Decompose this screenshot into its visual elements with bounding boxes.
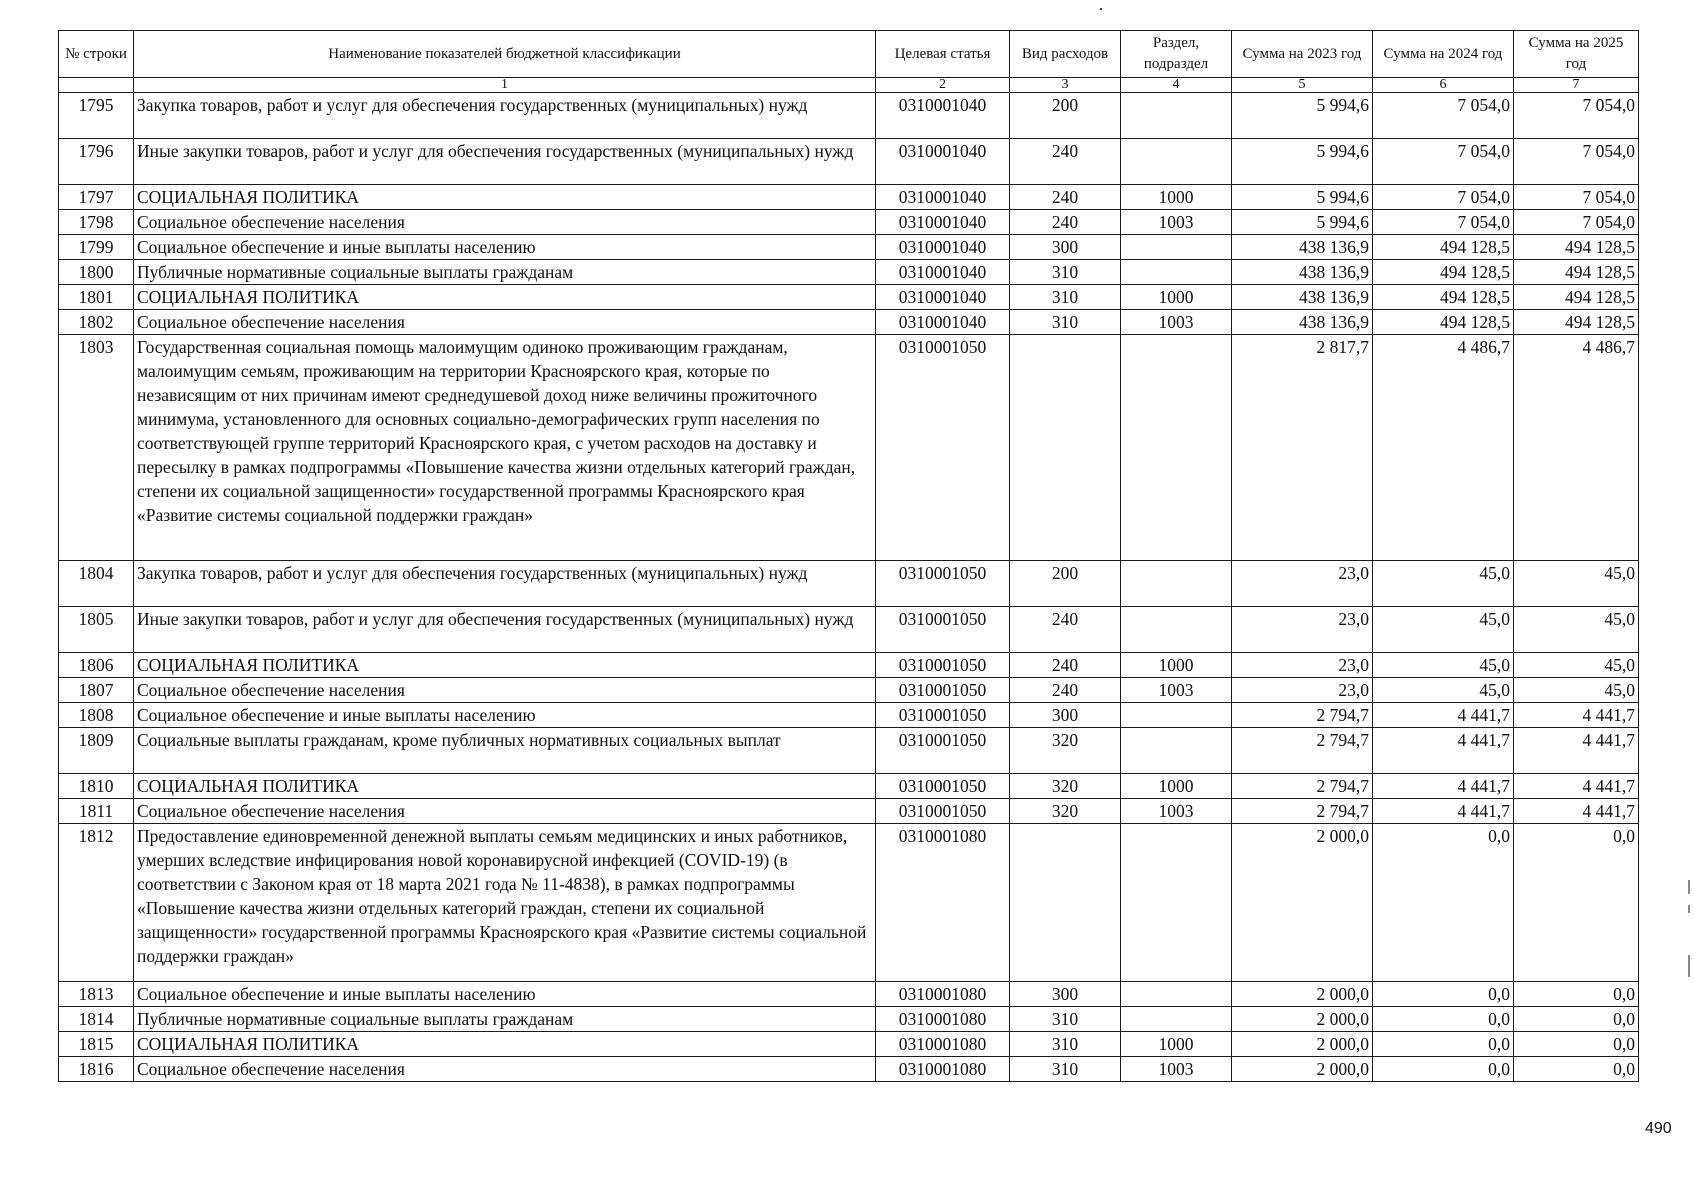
expense-type: 300 — [1010, 235, 1121, 260]
table-row — [59, 678, 1639, 703]
amount-2023: 438 136,9 — [1232, 260, 1373, 285]
row-number: 1803 — [59, 335, 134, 561]
indicator-name: Социальное обеспечение населения — [134, 678, 876, 703]
target-article: 0310001040 — [876, 93, 1010, 139]
table-row — [59, 774, 1639, 799]
amount-2025: 7 054,0 — [1514, 210, 1639, 235]
table-row — [59, 799, 1639, 824]
amount-2025: 494 128,5 — [1514, 260, 1639, 285]
table-row — [59, 210, 1639, 235]
amount-2023: 2 000,0 — [1232, 1057, 1373, 1082]
expense-type: 200 — [1010, 561, 1121, 607]
section-subsection — [1121, 607, 1232, 653]
target-article: 0310001080 — [876, 1007, 1010, 1032]
expense-type: 310 — [1010, 310, 1121, 335]
target-article: 0310001050 — [876, 728, 1010, 774]
amount-2025: 4 441,7 — [1514, 774, 1639, 799]
amount-2024: 4 441,7 — [1373, 728, 1514, 774]
indicator-name: Публичные нормативные социальные выплаты гражданам — [134, 260, 876, 285]
scan-speck — [1100, 8, 1102, 10]
indicator-name: Социальное обеспечение населения — [134, 310, 876, 335]
section-subsection: 1003 — [1121, 310, 1232, 335]
header-section: Раздел, подраздел — [1121, 31, 1232, 78]
indicator-name: Закупка товаров, работ и услуг для обеспечения государственных (муниципальных) нужд — [134, 561, 876, 607]
row-number: 1806 — [59, 653, 134, 678]
section-subsection — [1121, 561, 1232, 607]
page-number: 490 — [1645, 1120, 1672, 1137]
amount-2024: 7 054,0 — [1373, 185, 1514, 210]
indicator-name: Социальное обеспечение населения — [134, 1057, 876, 1082]
indicator-name: Социальные выплаты гражданам, кроме публичных нормативных социальных выплат — [134, 728, 876, 774]
amount-2023: 438 136,9 — [1232, 235, 1373, 260]
amount-2023: 23,0 — [1232, 607, 1373, 653]
amount-2025: 494 128,5 — [1514, 235, 1639, 260]
table-row — [59, 285, 1639, 310]
column-number: 2 — [876, 78, 1010, 93]
indicator-name: СОЦИАЛЬНАЯ ПОЛИТИКА — [134, 1032, 876, 1057]
indicator-name: Социальное обеспечение и иные выплаты населению — [134, 703, 876, 728]
column-number: 4 — [1121, 78, 1232, 93]
section-subsection — [1121, 93, 1232, 139]
expense-type: 240 — [1010, 653, 1121, 678]
amount-2024: 4 441,7 — [1373, 703, 1514, 728]
table-row — [59, 1057, 1639, 1082]
amount-2025: 45,0 — [1514, 653, 1639, 678]
section-subsection — [1121, 260, 1232, 285]
section-subsection — [1121, 139, 1232, 185]
table-row — [59, 139, 1639, 185]
indicator-name: СОЦИАЛЬНАЯ ПОЛИТИКА — [134, 653, 876, 678]
expense-type: 310 — [1010, 1057, 1121, 1082]
indicator-name: СОЦИАЛЬНАЯ ПОЛИТИКА — [134, 285, 876, 310]
amount-2025: 45,0 — [1514, 678, 1639, 703]
target-article: 0310001050 — [876, 774, 1010, 799]
expense-type: 200 — [1010, 93, 1121, 139]
amount-2023: 438 136,9 — [1232, 310, 1373, 335]
amount-2025: 4 441,7 — [1514, 799, 1639, 824]
amount-2025: 7 054,0 — [1514, 185, 1639, 210]
amount-2024: 7 054,0 — [1373, 93, 1514, 139]
target-article: 0310001040 — [876, 285, 1010, 310]
amount-2023: 438 136,9 — [1232, 285, 1373, 310]
indicator-name: Предоставление единовременной денежной выплаты семьям медицинских и иных работников, умерших вследствие инфицирования новой коронавирусной инфекцией (COVID-19) (в соответствии с Законом края от 18 марта 2021 года № 11-4838), в рамках подпрограммы «Повышение качества жизни отдельных категорий граждан, степени их социальной защищенности» государственной программы Красноярского края «Развитие системы социальной поддержки граждан» — [134, 824, 876, 982]
target-article: 0310001050 — [876, 799, 1010, 824]
amount-2023: 2 000,0 — [1232, 982, 1373, 1007]
target-article: 0310001040 — [876, 310, 1010, 335]
row-number: 1813 — [59, 982, 134, 1007]
amount-2023: 5 994,6 — [1232, 139, 1373, 185]
amount-2023: 23,0 — [1232, 678, 1373, 703]
row-number: 1799 — [59, 235, 134, 260]
table-body — [59, 93, 1639, 1082]
column-number: 3 — [1010, 78, 1121, 93]
expense-type: 310 — [1010, 285, 1121, 310]
expense-type — [1010, 335, 1121, 561]
row-number: 1808 — [59, 703, 134, 728]
expense-type: 300 — [1010, 703, 1121, 728]
table-row — [59, 982, 1639, 1007]
indicator-name: Социальное обеспечение населения — [134, 210, 876, 235]
target-article: 0310001050 — [876, 653, 1010, 678]
table-row — [59, 93, 1639, 139]
table-row — [59, 1032, 1639, 1057]
amount-2025: 45,0 — [1514, 561, 1639, 607]
section-subsection: 1000 — [1121, 285, 1232, 310]
column-number: 5 — [1232, 78, 1373, 93]
row-number: 1807 — [59, 678, 134, 703]
table-row — [59, 335, 1639, 561]
section-subsection: 1000 — [1121, 185, 1232, 210]
table-row — [59, 310, 1639, 335]
table-row — [59, 824, 1639, 982]
amount-2023: 5 994,6 — [1232, 93, 1373, 139]
column-number — [59, 78, 134, 93]
indicator-name: Социальное обеспечение населения — [134, 799, 876, 824]
table-row — [59, 561, 1639, 607]
amount-2023: 2 794,7 — [1232, 774, 1373, 799]
header-sum-2023: Сумма на 2023 год — [1232, 31, 1373, 78]
target-article: 0310001080 — [876, 1032, 1010, 1057]
target-article: 0310001050 — [876, 607, 1010, 653]
section-subsection — [1121, 335, 1232, 561]
amount-2024: 0,0 — [1373, 982, 1514, 1007]
amount-2024: 45,0 — [1373, 561, 1514, 607]
table-row — [59, 703, 1639, 728]
row-number: 1800 — [59, 260, 134, 285]
section-subsection: 1003 — [1121, 210, 1232, 235]
table-row — [59, 235, 1639, 260]
section-subsection — [1121, 703, 1232, 728]
amount-2025: 0,0 — [1514, 982, 1639, 1007]
indicator-name: Государственная социальная помощь малоимущим одиноко проживающим гражданам, малоимущим семьям, проживающим на территории Красноярского края, которые по независящим от них причинам имеют среднедушевой доход ниже величины прожиточного минимума, установленного для основных социально-демографических групп населения по соответствующей группе территорий Красноярского края, с учетом расходов на доставку и пересылку в рамках подпрограммы «Повышение качества жизни отдельных категорий граждан, степени их социальной защищенности» государственной программы Красноярского края «Развитие системы социальной поддержки граждан» — [134, 335, 876, 561]
section-subsection: 1003 — [1121, 678, 1232, 703]
indicator-name: Закупка товаров, работ и услуг для обеспечения государственных (муниципальных) нужд — [134, 93, 876, 139]
indicator-name: Социальное обеспечение и иные выплаты населению — [134, 235, 876, 260]
amount-2023: 2 794,7 — [1232, 799, 1373, 824]
amount-2024: 494 128,5 — [1373, 260, 1514, 285]
amount-2025: 0,0 — [1514, 824, 1639, 982]
amount-2025: 4 486,7 — [1514, 335, 1639, 561]
expense-type: 320 — [1010, 799, 1121, 824]
target-article: 0310001040 — [876, 260, 1010, 285]
expense-type: 240 — [1010, 139, 1121, 185]
amount-2023: 2 000,0 — [1232, 1007, 1373, 1032]
amount-2024: 0,0 — [1373, 1057, 1514, 1082]
budget-table-sheet — [58, 30, 1638, 1082]
row-number: 1802 — [59, 310, 134, 335]
amount-2025: 4 441,7 — [1514, 728, 1639, 774]
amount-2024: 494 128,5 — [1373, 285, 1514, 310]
header-name: Наименование показателей бюджетной классификации — [134, 31, 876, 78]
table-row — [59, 185, 1639, 210]
target-article: 0310001040 — [876, 185, 1010, 210]
amount-2025: 0,0 — [1514, 1007, 1639, 1032]
table-row — [59, 607, 1639, 653]
row-number: 1812 — [59, 824, 134, 982]
amount-2024: 0,0 — [1373, 1032, 1514, 1057]
section-subsection: 1003 — [1121, 799, 1232, 824]
amount-2023: 2 000,0 — [1232, 824, 1373, 982]
section-subsection — [1121, 1007, 1232, 1032]
indicator-name: СОЦИАЛЬНАЯ ПОЛИТИКА — [134, 185, 876, 210]
target-article: 0310001080 — [876, 982, 1010, 1007]
column-number: 1 — [134, 78, 876, 93]
row-number: 1801 — [59, 285, 134, 310]
indicator-name: СОЦИАЛЬНАЯ ПОЛИТИКА — [134, 774, 876, 799]
expense-type — [1010, 824, 1121, 982]
header-row — [59, 31, 1639, 78]
expense-type: 240 — [1010, 210, 1121, 235]
amount-2025: 494 128,5 — [1514, 310, 1639, 335]
row-number: 1805 — [59, 607, 134, 653]
row-number: 1811 — [59, 799, 134, 824]
section-subsection — [1121, 982, 1232, 1007]
table-row — [59, 260, 1639, 285]
row-number: 1809 — [59, 728, 134, 774]
section-subsection: 1000 — [1121, 1032, 1232, 1057]
target-article: 0310001040 — [876, 235, 1010, 260]
row-number: 1815 — [59, 1032, 134, 1057]
expense-type: 240 — [1010, 607, 1121, 653]
expense-type: 240 — [1010, 185, 1121, 210]
section-subsection — [1121, 824, 1232, 982]
table-row — [59, 653, 1639, 678]
amount-2024: 494 128,5 — [1373, 235, 1514, 260]
header-sum-2025: Сумма на 2025 год — [1514, 31, 1639, 78]
amount-2024: 45,0 — [1373, 678, 1514, 703]
row-number: 1804 — [59, 561, 134, 607]
amount-2023: 2 794,7 — [1232, 703, 1373, 728]
row-number: 1798 — [59, 210, 134, 235]
target-article: 0310001080 — [876, 1057, 1010, 1082]
amount-2025: 4 441,7 — [1514, 703, 1639, 728]
amount-2023: 23,0 — [1232, 653, 1373, 678]
section-subsection — [1121, 728, 1232, 774]
indicator-name: Иные закупки товаров, работ и услуг для обеспечения государственных (муниципальных) нужд — [134, 607, 876, 653]
amount-2024: 4 441,7 — [1373, 799, 1514, 824]
row-number: 1797 — [59, 185, 134, 210]
amount-2024: 494 128,5 — [1373, 310, 1514, 335]
amount-2024: 7 054,0 — [1373, 210, 1514, 235]
expense-type: 310 — [1010, 1032, 1121, 1057]
expense-type: 320 — [1010, 728, 1121, 774]
target-article: 0310001050 — [876, 335, 1010, 561]
expense-type: 320 — [1010, 774, 1121, 799]
amount-2025: 494 128,5 — [1514, 285, 1639, 310]
scan-edge-mark — [1688, 880, 1690, 894]
amount-2023: 23,0 — [1232, 561, 1373, 607]
header-target: Целевая статья — [876, 31, 1010, 78]
row-number: 1810 — [59, 774, 134, 799]
table-row — [59, 1007, 1639, 1032]
target-article: 0310001050 — [876, 561, 1010, 607]
row-number: 1814 — [59, 1007, 134, 1032]
amount-2024: 0,0 — [1373, 1007, 1514, 1032]
section-subsection: 1000 — [1121, 653, 1232, 678]
column-number: 6 — [1373, 78, 1514, 93]
amount-2024: 45,0 — [1373, 653, 1514, 678]
amount-2023: 2 000,0 — [1232, 1032, 1373, 1057]
section-subsection: 1000 — [1121, 774, 1232, 799]
amount-2025: 7 054,0 — [1514, 139, 1639, 185]
target-article: 0310001040 — [876, 139, 1010, 185]
scan-edge-mark — [1688, 905, 1690, 913]
target-article: 0310001040 — [876, 210, 1010, 235]
amount-2024: 0,0 — [1373, 824, 1514, 982]
section-subsection: 1003 — [1121, 1057, 1232, 1082]
budget-table — [58, 30, 1639, 1082]
target-article: 0310001080 — [876, 824, 1010, 982]
expense-type: 300 — [1010, 982, 1121, 1007]
scan-edge-mark — [1688, 955, 1690, 977]
row-number: 1816 — [59, 1057, 134, 1082]
amount-2025: 0,0 — [1514, 1057, 1639, 1082]
amount-2024: 4 486,7 — [1373, 335, 1514, 561]
amount-2023: 5 994,6 — [1232, 185, 1373, 210]
amount-2025: 45,0 — [1514, 607, 1639, 653]
row-number: 1796 — [59, 139, 134, 185]
section-subsection — [1121, 235, 1232, 260]
target-article: 0310001050 — [876, 678, 1010, 703]
header-row-no: № строки — [59, 31, 134, 78]
table-row — [59, 728, 1639, 774]
expense-type: 240 — [1010, 678, 1121, 703]
row-number: 1795 — [59, 93, 134, 139]
amount-2024: 4 441,7 — [1373, 774, 1514, 799]
column-numbers-row — [59, 78, 1639, 93]
amount-2023: 2 817,7 — [1232, 335, 1373, 561]
expense-type: 310 — [1010, 260, 1121, 285]
indicator-name: Иные закупки товаров, работ и услуг для обеспечения государственных (муниципальных) нужд — [134, 139, 876, 185]
header-sum-2024: Сумма на 2024 год — [1373, 31, 1514, 78]
expense-type: 310 — [1010, 1007, 1121, 1032]
amount-2023: 5 994,6 — [1232, 210, 1373, 235]
target-article: 0310001050 — [876, 703, 1010, 728]
amount-2023: 2 794,7 — [1232, 728, 1373, 774]
column-number: 7 — [1514, 78, 1639, 93]
header-expense-type: Вид расходов — [1010, 31, 1121, 78]
amount-2024: 7 054,0 — [1373, 139, 1514, 185]
amount-2025: 7 054,0 — [1514, 93, 1639, 139]
indicator-name: Социальное обеспечение и иные выплаты населению — [134, 982, 876, 1007]
amount-2025: 0,0 — [1514, 1032, 1639, 1057]
indicator-name: Публичные нормативные социальные выплаты гражданам — [134, 1007, 876, 1032]
amount-2024: 45,0 — [1373, 607, 1514, 653]
